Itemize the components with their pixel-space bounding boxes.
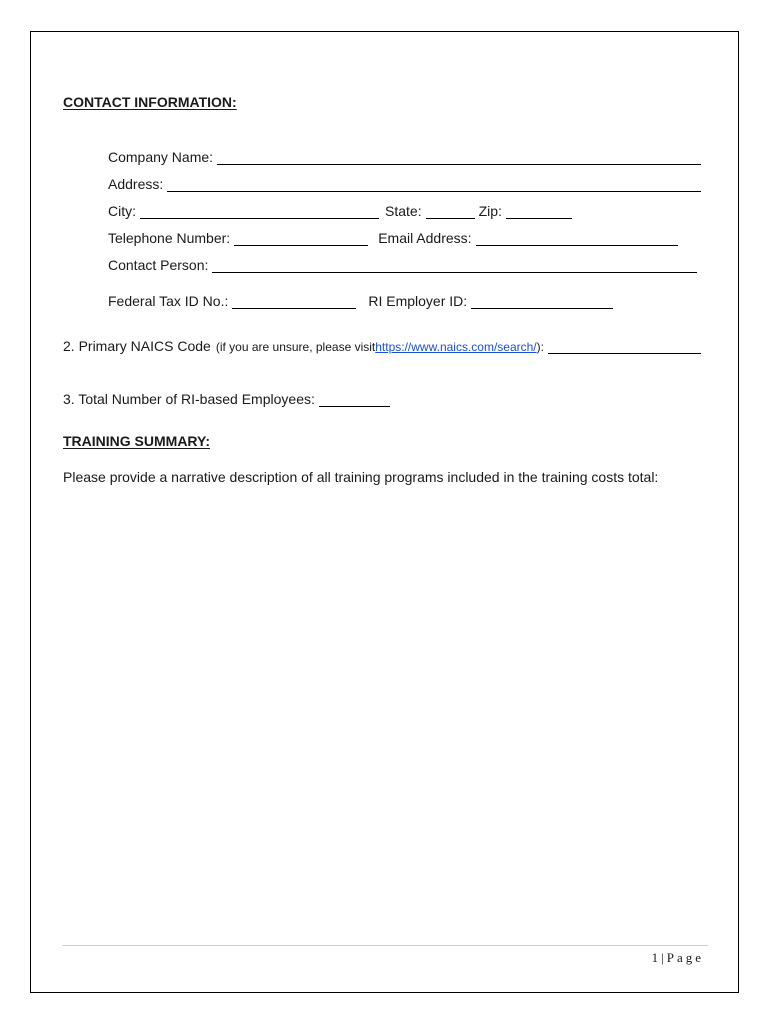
city-state-zip-row	[108, 201, 572, 219]
naics-note-suffix: ):	[536, 340, 544, 354]
training-summary-prompt: Please provide a narrative description of all training programs included in the training costs total:	[63, 469, 659, 485]
email-label: Email Address:	[378, 230, 472, 246]
zip-field[interactable]	[506, 204, 572, 219]
employees-field[interactable]	[319, 392, 390, 407]
naics-search-link[interactable]: https://www.naics.com/search/	[375, 340, 537, 354]
naics-code-field[interactable]	[548, 339, 701, 354]
state-label: State:	[385, 203, 422, 219]
telephone-email-row	[108, 228, 678, 246]
naics-row	[63, 336, 701, 354]
city-field[interactable]	[140, 204, 379, 219]
federal-tax-id-label: Federal Tax ID No.:	[108, 293, 229, 309]
tax-employer-id-row	[108, 291, 613, 309]
page-separator: |	[661, 950, 664, 965]
page-word: Page	[666, 950, 704, 965]
naics-label: 2. Primary NAICS Code	[63, 338, 211, 354]
training-summary-heading: TRAINING SUMMARY:	[63, 433, 210, 449]
zip-label: Zip:	[478, 203, 502, 219]
employees-row	[63, 389, 390, 407]
training-narrative-area[interactable]	[63, 495, 709, 935]
footer-divider	[62, 945, 708, 946]
address-field[interactable]	[167, 177, 701, 192]
address-row	[108, 174, 701, 192]
contact-person-field[interactable]	[212, 258, 697, 273]
federal-tax-id-field[interactable]	[232, 294, 356, 309]
state-field[interactable]	[426, 204, 475, 219]
company-name-field[interactable]	[217, 150, 701, 165]
telephone-label: Telephone Number:	[108, 230, 231, 246]
company-name-label: Company Name:	[108, 149, 214, 165]
employees-label: 3. Total Number of RI-based Employees:	[63, 391, 315, 407]
telephone-field[interactable]	[234, 231, 368, 246]
city-label: City:	[108, 203, 136, 219]
email-field[interactable]	[476, 231, 678, 246]
ri-employer-id-field[interactable]	[471, 294, 613, 309]
contact-person-label: Contact Person:	[108, 257, 209, 273]
ri-employer-id-label: RI Employer ID:	[368, 293, 468, 309]
address-label: Address:	[108, 176, 164, 192]
contact-information-heading: CONTACT INFORMATION:	[63, 94, 237, 110]
page-footer	[652, 950, 704, 966]
contact-person-row	[108, 255, 697, 273]
page-number: 1	[651, 950, 659, 965]
naics-note-prefix: (if you are unsure, please visit	[215, 340, 376, 354]
company-name-row	[108, 147, 701, 165]
